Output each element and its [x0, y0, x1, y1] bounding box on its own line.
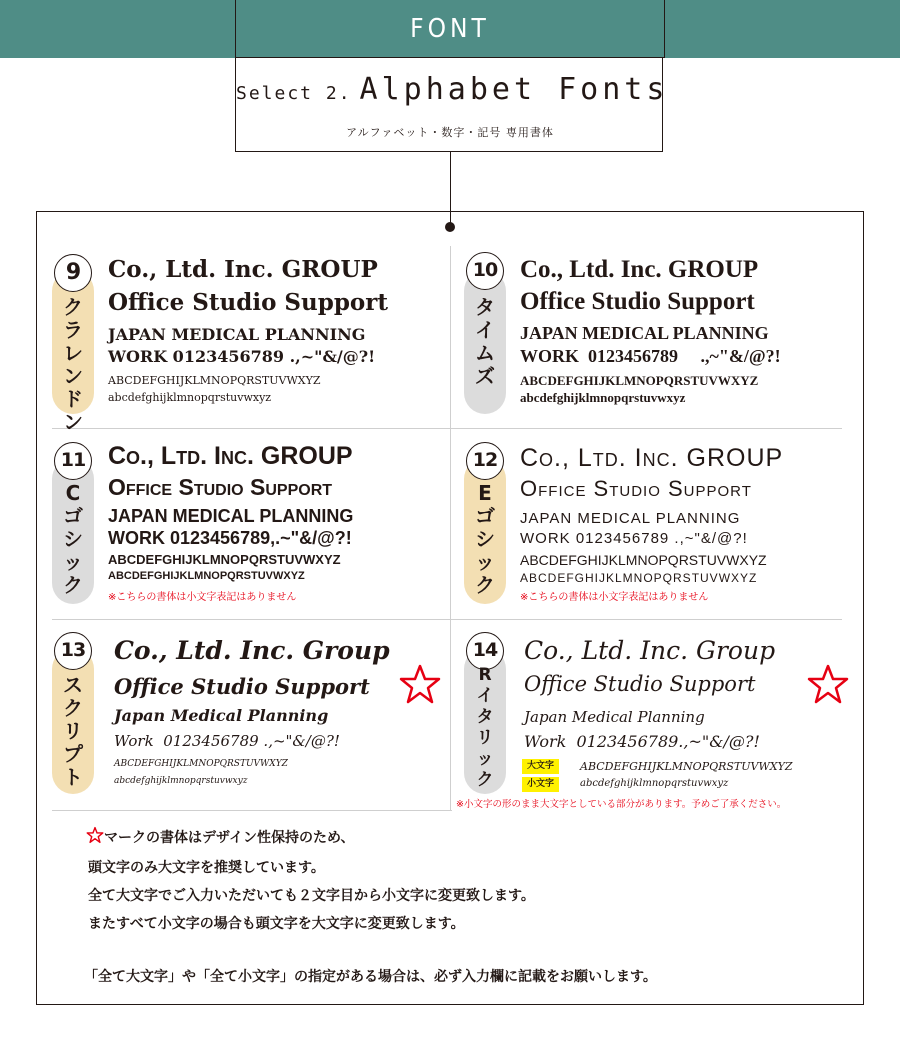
lowercase-note: ※こちらの書体は小文字表記はありません	[520, 592, 709, 603]
page-title: Alphabet Fonts	[359, 72, 669, 107]
sample-line-3: JAPAN MEDICAL PLANNING	[108, 506, 354, 526]
font-number-badge: 11	[54, 442, 92, 480]
sample-uppercase: ABCDEFGHIJKLMNOPQRSTUVWXYZ	[108, 374, 321, 387]
font-name-label: タ イ ム ズ	[475, 295, 495, 388]
explanation-line-2: 頭文字のみ大文字を推奨しています。	[88, 860, 325, 876]
uppercase-tag: 大文字	[522, 759, 559, 774]
red-star-icon	[398, 663, 442, 705]
sample-line-3: JAPAN MEDICAL PLANNING	[108, 325, 366, 344]
sample-line-2: Office Studio Support	[524, 672, 756, 696]
font-name-label: R イ タ リ ッ ク	[476, 665, 494, 790]
sample-uppercase: ABCDEFGHIJKLMNOPQRSTUVWXYZ	[108, 552, 341, 567]
explanation-line-1: マークの書体はデザイン性保持のため、	[104, 830, 355, 846]
font-name-label: C ゴ シ ッ ク	[63, 481, 83, 597]
font-number-badge: 14	[466, 632, 504, 670]
column-divider	[450, 246, 451, 810]
sample-lowercase: abcdefghijklmnopqrstuvwxyz	[108, 391, 272, 404]
row-divider-1	[52, 428, 842, 429]
font-name-label: E ゴ シ ッ ク	[475, 481, 495, 597]
sample-lowercase: abcdefghijklmnopqrstuvwxyz	[520, 390, 686, 405]
sample-line-4: WORK 0123456789 .,~"&/@?!	[520, 530, 748, 547]
header-title-bar	[235, 0, 665, 58]
sample-uppercase: ABCDEFGHIJKLMNOPQRSTUVWXYZ	[520, 373, 759, 388]
sample-line-3: Japan Medical Planning	[114, 706, 329, 725]
sample-line-1: Co., Ltd. Inc. Group	[524, 636, 776, 665]
row-divider-3	[52, 810, 452, 811]
sample-line-4: WORK 0123456789,.~"&/@?!	[108, 528, 352, 548]
sample-line-2: Office Studio Support	[108, 289, 388, 316]
sample-line-2: Office Studio Support	[108, 474, 333, 500]
sample-lowercase: ABCDEFGHIJKLMNOPQRSTUVWXYZ	[520, 571, 758, 585]
sample-line-4: WORK 0123456789 .,~"&/@?!	[108, 347, 376, 366]
sample-line-1: Co., Ltd. Inc. Group	[114, 636, 390, 665]
explanation-line-3: 全て大文字でご入力いただいても２文字目から小文字に変更致します。	[88, 888, 535, 904]
sample-line-1: Co., Ltd. Inc. GROUP	[520, 256, 759, 283]
sample-lowercase: abcdefghijklmnopqrstuvwxyz	[580, 778, 729, 789]
font-number-badge: 12	[466, 442, 504, 480]
explanation-final: 「全て大文字」や「全て小文字」の指定がある場合は、必ず入力欄に記載をお願いします。	[84, 969, 657, 985]
font-name-label: ク ラ レ ン ド ン	[63, 295, 83, 434]
sample-line-3: JAPAN MEDICAL PLANNING	[520, 323, 769, 343]
outline-star-icon	[86, 826, 104, 844]
lowercase-note: ※こちらの書体は小文字表記はありません	[108, 592, 297, 603]
sample-line-1: Co., Ltd. Inc. GROUP	[108, 256, 378, 283]
font-number-badge: 13	[54, 632, 92, 670]
page-subtitle: アルファベット・数字・記号 専用書体	[346, 126, 554, 139]
section-title	[236, 72, 669, 107]
sample-line-4: Work 0123456789 .,~"&/@?!	[114, 732, 340, 750]
sample-line-2: Office Studio Support	[520, 476, 752, 501]
row-divider-2	[52, 619, 842, 620]
font-name-label: ス ク リ プ ト	[63, 673, 83, 789]
lowercase-tag: 小文字	[522, 777, 559, 792]
sample-lowercase: ABCDEFGHIJKLMNOPQRSTUVWXYZ	[108, 570, 305, 582]
explanation-line-4: またすべて小文字の場合も頭文字を大文字に変更致します。	[88, 916, 465, 932]
sample-line-2: Office Studio Support	[114, 674, 370, 699]
font-number-badge: 10	[466, 252, 504, 290]
sample-line-1: Co., Ltd. Inc. GROUP	[108, 442, 353, 470]
font-label: FONT	[410, 14, 490, 44]
header-box	[235, 0, 669, 152]
red-star-icon	[806, 663, 850, 705]
sample-line-2: Office Studio Support	[520, 288, 755, 315]
sample-line-3: JAPAN MEDICAL PLANNING	[520, 510, 741, 527]
sample-line-3: Japan Medical Planning	[524, 708, 705, 726]
sample-uppercase: ABCDEFGHIJKLMNOPQRSTUVWXYZ	[114, 759, 288, 769]
sample-line-4: Work 0123456789.,~"&/@?!	[524, 732, 760, 751]
sample-uppercase: ABCDEFGHIJKLMNOPQRSTUVWXYZ	[520, 552, 767, 568]
sample-line-1: Co., Ltd. Inc. GROUP	[520, 444, 784, 472]
case-note: ※小文字の形のまま大文字としている部分があります。予めご了承ください。	[456, 799, 787, 810]
sample-lowercase: abcdefghijklmnopqrstuvwxyz	[114, 776, 248, 786]
font-number-badge: 9	[54, 254, 92, 292]
sample-uppercase: ABCDEFGHIJKLMNOPQRSTUVWXYZ	[580, 760, 793, 773]
sample-line-4: WORK 0123456789 .,~"&/@?!	[520, 346, 781, 366]
select-label: Select 2.	[236, 83, 352, 104]
